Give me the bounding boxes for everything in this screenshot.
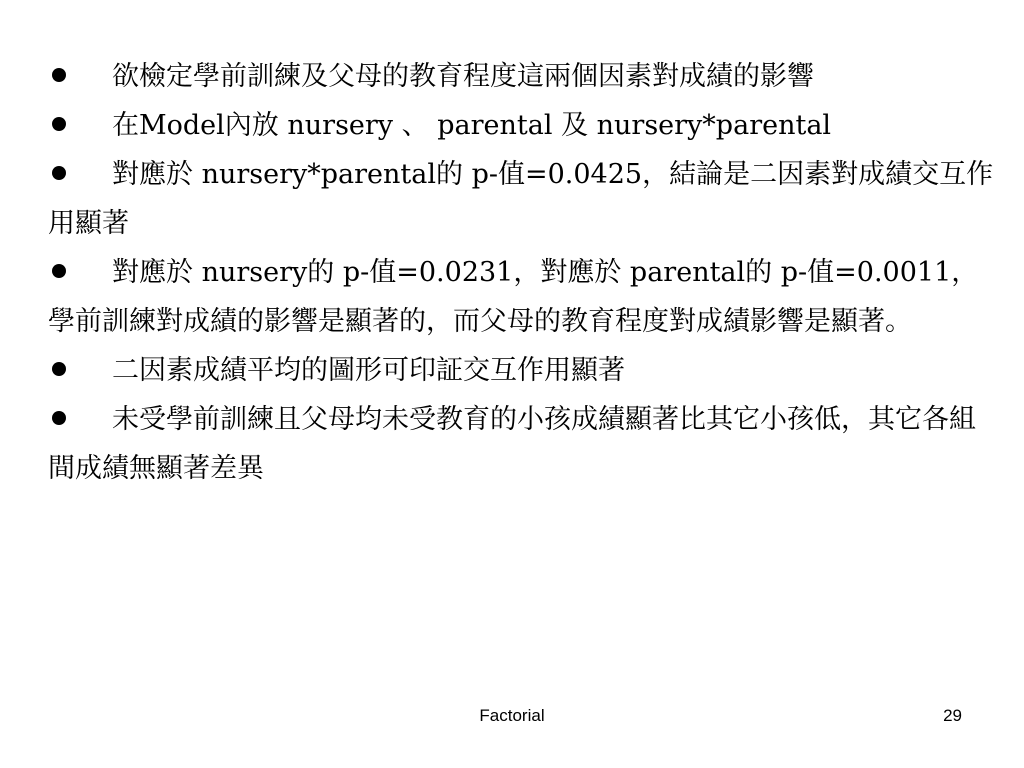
bullet-dot-icon: [52, 166, 66, 180]
bullet-item: [48, 52, 998, 101]
bullet-item: [48, 346, 998, 395]
bullet-item: [48, 150, 998, 248]
bullet-text: 對應於 nursery*parental的 p-值=0.0425，結論是二因素對成績交互作用顯著: [48, 159, 994, 239]
bullet-dot-icon: [52, 117, 66, 131]
bullet-text: 在Model內放 nursery 、 parental 及 nursery*parental: [112, 110, 832, 141]
bullet-text: 對應於 nursery的 p-值=0.0231，對應於 parental的 p-值=0.0011，學前訓練對成績的影響是顯著的，而父母的教育程度對成績影響是顯著。: [48, 257, 979, 337]
bullet-dot-icon: [52, 68, 66, 82]
bullet-dot-icon: [52, 362, 66, 376]
bullet-item: [48, 101, 998, 150]
bullet-dot-icon: [52, 264, 66, 278]
bullet-item: [48, 248, 998, 346]
bullet-dot-icon: [52, 411, 66, 425]
bullet-text: 二因素成績平均的圖形可印証交互作用顯著: [112, 355, 625, 386]
bullet-item: [48, 395, 998, 493]
page-number: 29: [943, 706, 962, 725]
bullet-list: [48, 52, 998, 493]
footer-title: Factorial: [479, 706, 545, 725]
bullet-text: 未受學前訓練且父母均未受教育的小孩成績顯著比其它小孩低，其它各組間成績無顯著差異: [48, 404, 976, 484]
bullet-text: 欲檢定學前訓練及父母的教育程度這兩個因素對成績的影響: [112, 61, 814, 92]
